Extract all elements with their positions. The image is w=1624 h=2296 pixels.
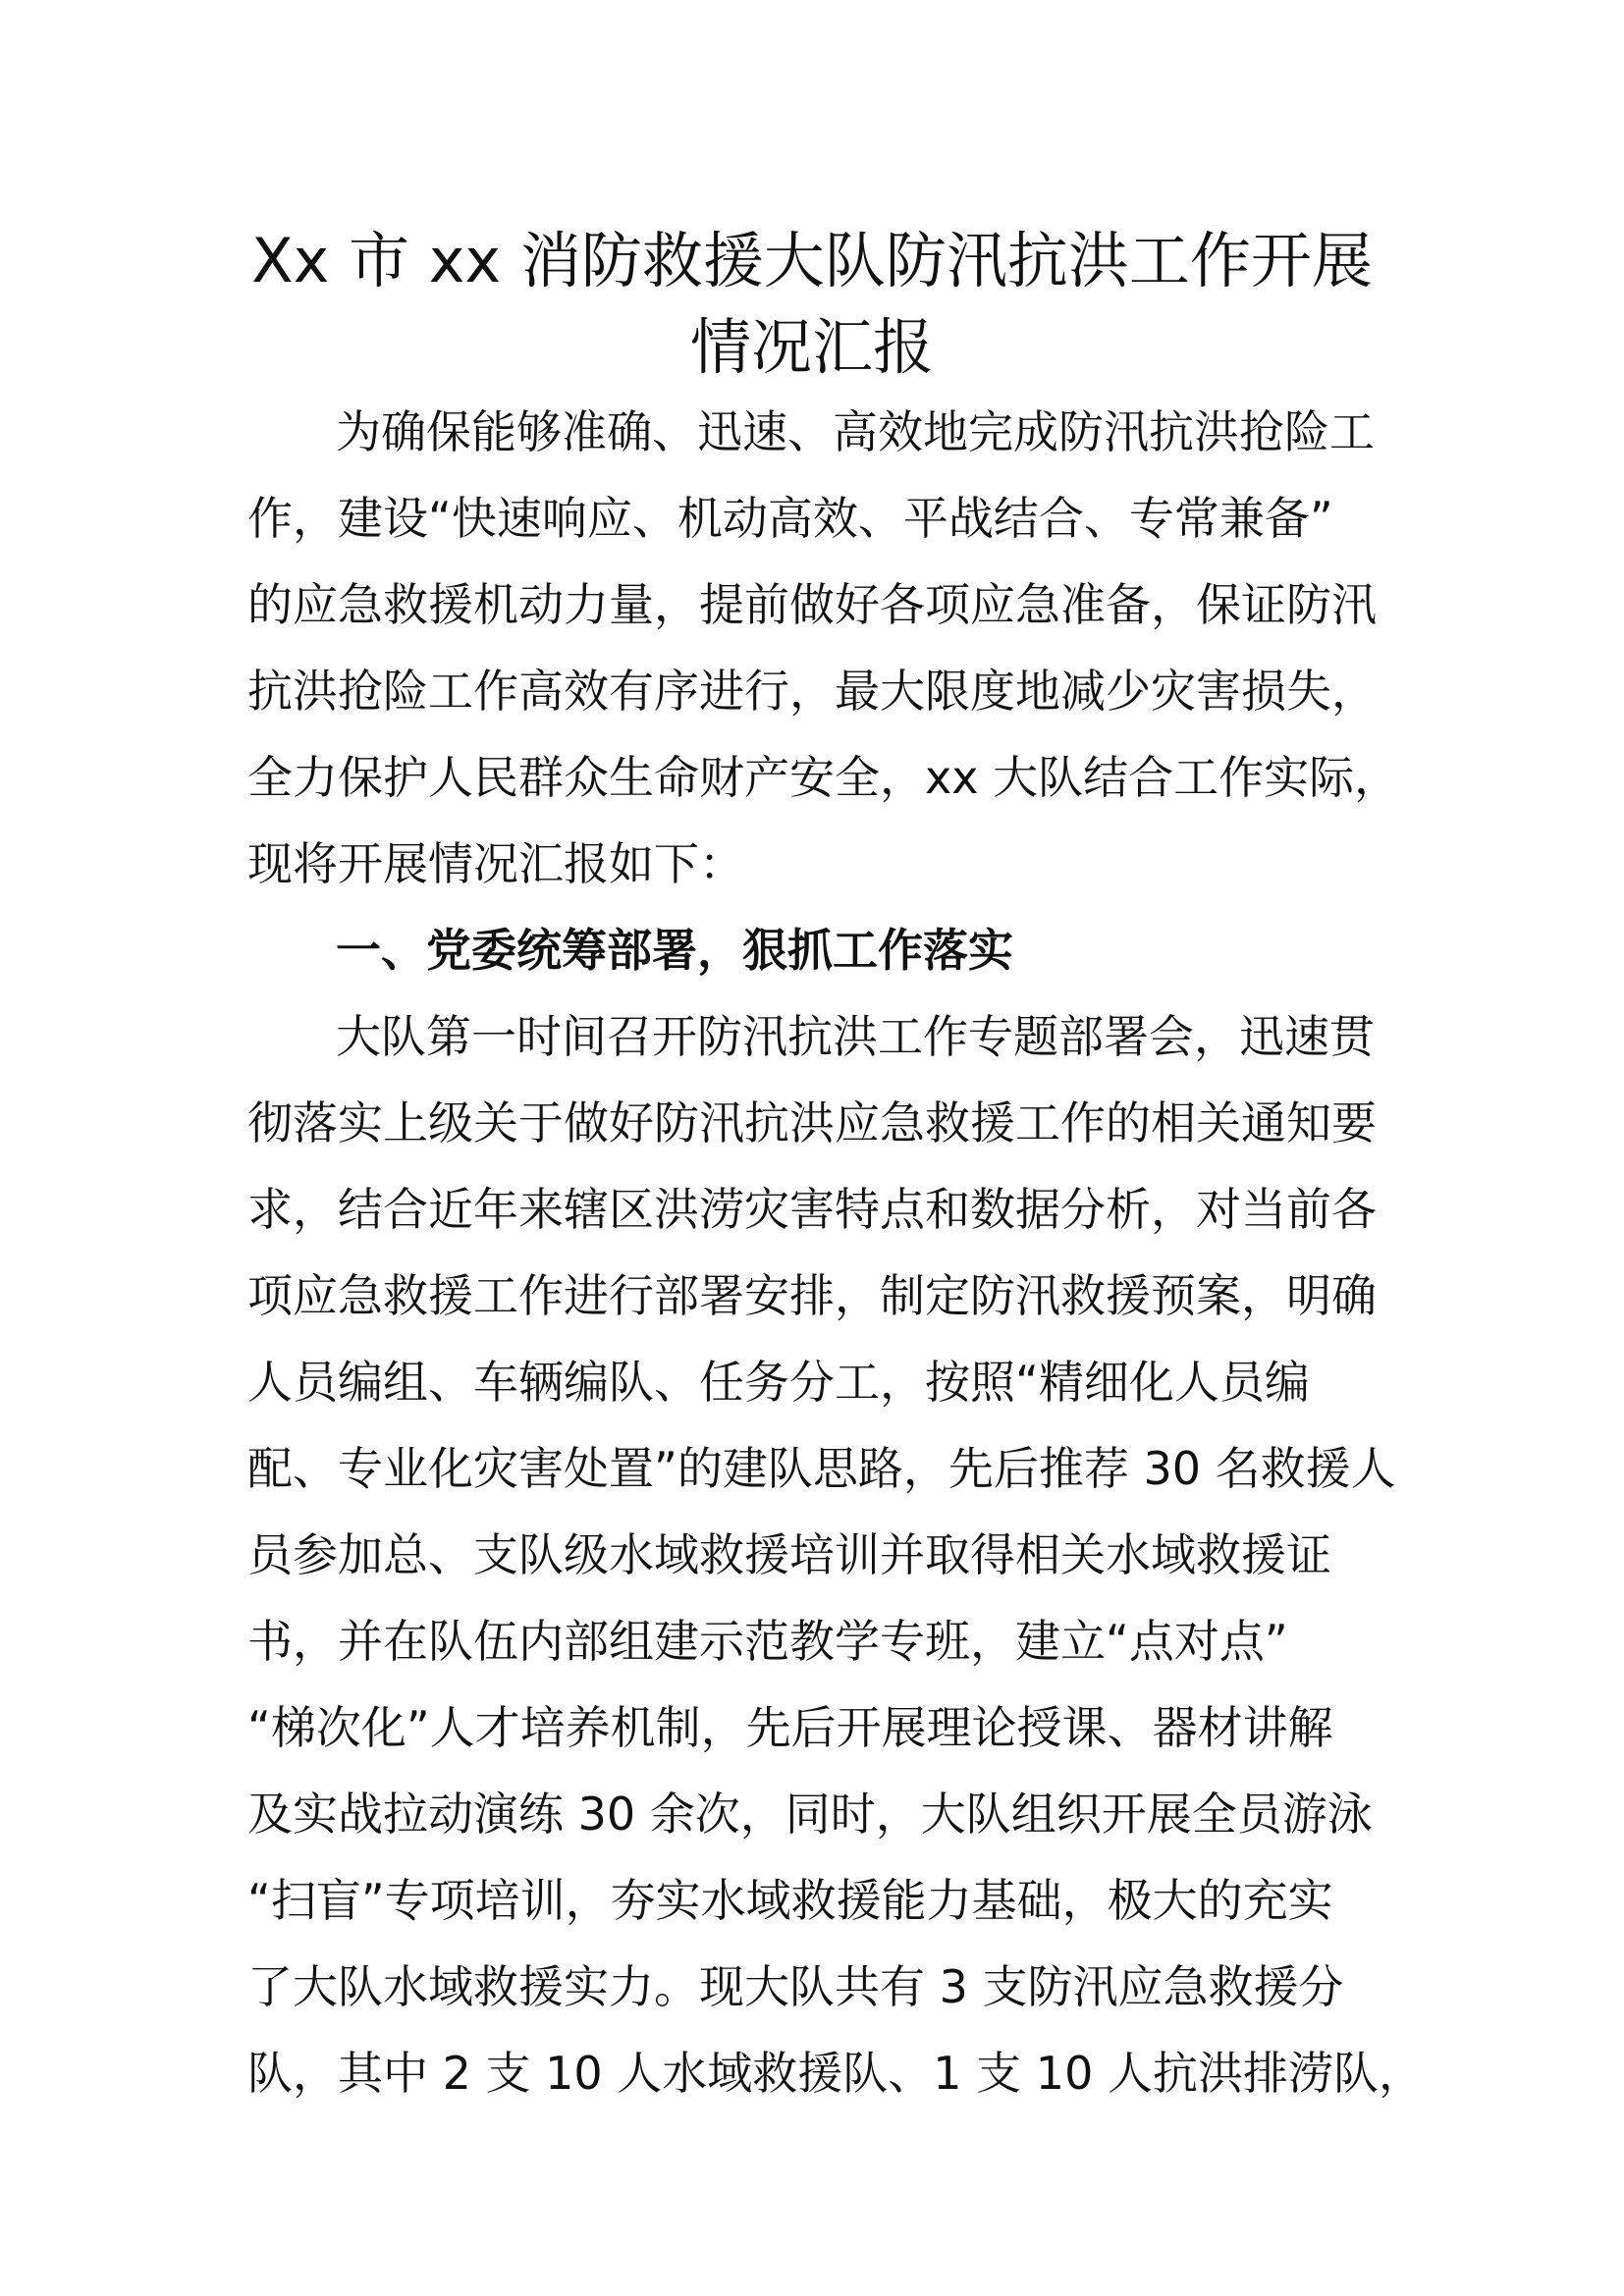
document-title-line-2: 情况汇报 — [689, 311, 934, 383]
section1-line-11: “扫盲”专项培训，夯实水域救援能力基础，极大的充实 — [247, 1874, 1333, 1927]
intro-line-3: 的应急救援机动力量，提前做好各项应急准备，保证防汛 — [247, 578, 1377, 631]
intro-line-2: 作，建设“快速响应、机动高效、平战结合、专常兼备” — [247, 492, 1333, 545]
section1-line-5: 人员编组、车辆编队、任务分工，按照“精细化人员编 — [247, 1356, 1310, 1409]
document-title-line-1: Xx 市 xx 消防救援大队防汛抗洪工作开展 — [251, 225, 1373, 296]
intro-line-5: 全力保护人民群众生命财产安全，xx 大队结合工作实际， — [247, 751, 1400, 804]
section1-line-10: 及实战拉动演练 30 余次，同时，大队组织开展全员游泳 — [247, 1788, 1373, 1841]
section1-line-12: 了大队水域救援实力。现大队共有 3 支防汛应急救援分 — [247, 1960, 1344, 2013]
intro-line-6: 现将开展情况汇报如下： — [247, 837, 744, 890]
section1-line-3: 求，结合近年来辖区洪涝灾害特点和数据分析，对当前各 — [247, 1183, 1377, 1236]
section1-line-9: “梯次化”人才培养机制，先后开展理论授课、器材讲解 — [247, 1701, 1333, 1754]
intro-line-4: 抗洪抢险工作高效有序进行，最大限度地减少灾害损失， — [247, 665, 1377, 718]
section1-line-7: 员参加总、支队级水域救援培训并取得相关水域救援证 — [247, 1528, 1331, 1581]
section1-line-4: 项应急救援工作进行部署安排，制定防汛救援预案，明确 — [247, 1269, 1377, 1322]
section1-line-8: 书，并在队伍内部组建示范教学专班，建立“点对点” — [247, 1615, 1288, 1668]
intro-line-1: 为确保能够准确、迅速、高效地完成防汛抗洪抢险工 — [336, 405, 1375, 458]
section-heading-1: 一、党委统筹部署，狠抓工作落实 — [336, 924, 1013, 977]
section1-line-1: 大队第一时间召开防汛抗洪工作专题部署会，迅速贯 — [336, 1010, 1375, 1063]
section1-line-6: 配、专业化灾害处置”的建队思路，先后推荐 30 名救援人 — [247, 1442, 1396, 1495]
section1-line-13: 队，其中 2 支 10 人水域救援队、1 支 10 人抗洪排涝队， — [247, 2047, 1424, 2100]
section1-line-2: 彻落实上级关于做好防汛抗洪应急救援工作的相关通知要 — [247, 1096, 1377, 1149]
